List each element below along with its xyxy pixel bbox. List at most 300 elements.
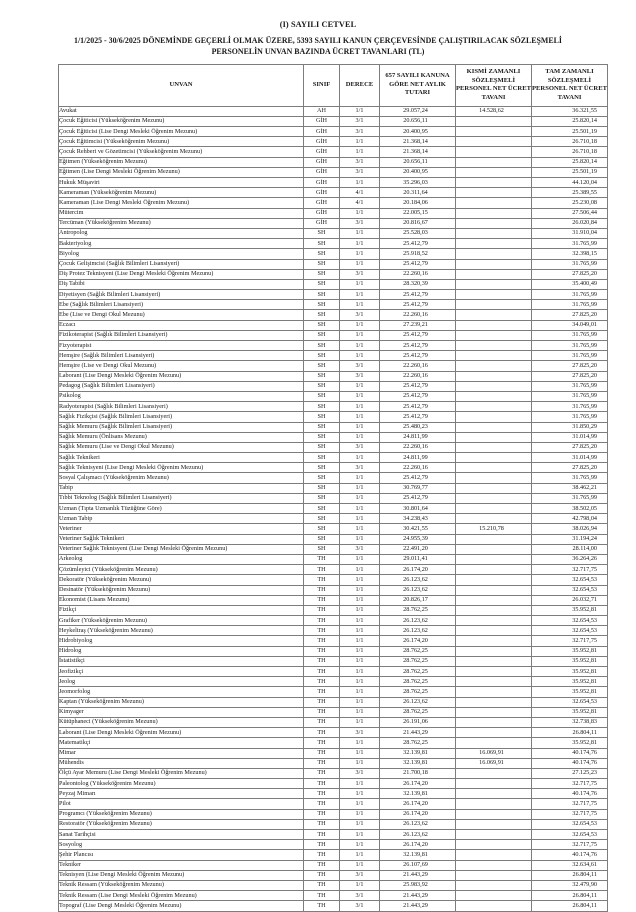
cell-derece: 3/1 — [340, 127, 380, 137]
cell-net-aylik-tutari: 22.260,16 — [380, 269, 456, 279]
table-row — [59, 605, 608, 615]
cell-derece: 1/1 — [340, 575, 380, 585]
cell-unvan: Hukuk Müşaviri — [59, 178, 304, 188]
cell-sinif: SH — [304, 432, 340, 442]
cell-net-aylik-tutari: 26.174,20 — [380, 565, 456, 575]
cell-unvan: Tabip — [59, 483, 304, 493]
cell-unvan: Teknik Ressam (Yükseköğrenim Mezunu) — [59, 880, 304, 890]
cell-net-aylik-tutari: 30.421,55 — [380, 524, 456, 534]
cell-net-aylik-tutari: 28.762,25 — [380, 707, 456, 717]
cell-net-aylik-tutari: 25.412,79 — [380, 300, 456, 310]
table-row — [59, 768, 608, 778]
cell-net-aylik-tutari: 35.296,03 — [380, 178, 456, 188]
cell-net-aylik-tutari: 26.123,62 — [380, 830, 456, 840]
cell-tam-zamanli-ucret-tavani: 35.952,81 — [532, 687, 608, 697]
cell-tam-zamanli-ucret-tavani: 32.717,75 — [532, 809, 608, 819]
cell-derece: 1/1 — [340, 636, 380, 646]
table-row — [59, 524, 608, 534]
cell-net-aylik-tutari: 21.443,29 — [380, 728, 456, 738]
cell-net-aylik-tutari: 25.412,79 — [380, 412, 456, 422]
cell-derece: 3/1 — [340, 167, 380, 177]
cell-kismi-zamanli-ucret-tavani — [456, 707, 532, 717]
table-row — [59, 565, 608, 575]
cell-tam-zamanli-ucret-tavani: 25.501,19 — [532, 167, 608, 177]
cell-kismi-zamanli-ucret-tavani — [456, 412, 532, 422]
cell-sinif: TH — [304, 554, 340, 564]
cell-tam-zamanli-ucret-tavani: 36.264,26 — [532, 554, 608, 564]
cell-derece: 1/1 — [340, 850, 380, 860]
cell-derece: 1/1 — [340, 208, 380, 218]
cell-kismi-zamanli-ucret-tavani — [456, 178, 532, 188]
cell-derece: 1/1 — [340, 147, 380, 157]
cell-kismi-zamanli-ucret-tavani — [456, 534, 532, 544]
cell-tam-zamanli-ucret-tavani: 25.501,19 — [532, 127, 608, 137]
cell-unvan: Radyoterapist (Sağlık Bilimleri Lisansiyeri) — [59, 402, 304, 412]
cell-kismi-zamanli-ucret-tavani — [456, 544, 532, 554]
cell-net-aylik-tutari: 25.983,92 — [380, 880, 456, 890]
cell-tam-zamanli-ucret-tavani: 31.014,99 — [532, 453, 608, 463]
cell-tam-zamanli-ucret-tavani: 44.120,04 — [532, 178, 608, 188]
page-title: (I) SAYILI CETVEL — [279, 20, 357, 29]
cell-kismi-zamanli-ucret-tavani — [456, 188, 532, 198]
cell-unvan: Çocuk Eğitimcisi (Yükseköğrenim Mezunu) — [59, 137, 304, 147]
cell-net-aylik-tutari: 21.368,14 — [380, 137, 456, 147]
cell-unvan: Paleontolog (Yükseköğrenim Mezunu) — [59, 779, 304, 789]
cell-tam-zamanli-ucret-tavani: 31.765,99 — [532, 300, 608, 310]
cell-sinif: SH — [304, 402, 340, 412]
cell-kismi-zamanli-ucret-tavani — [456, 442, 532, 452]
cell-kismi-zamanli-ucret-tavani — [456, 799, 532, 809]
cell-sinif: SH — [304, 381, 340, 391]
cell-kismi-zamanli-ucret-tavani — [456, 605, 532, 615]
cell-derece: 1/1 — [340, 391, 380, 401]
cell-derece: 3/1 — [340, 116, 380, 126]
cell-derece: 3/1 — [340, 901, 380, 911]
table-row — [59, 269, 608, 279]
cell-net-aylik-tutari: 21.368,14 — [380, 147, 456, 157]
cell-net-aylik-tutari: 25.918,52 — [380, 249, 456, 259]
cell-net-aylik-tutari: 29.057,24 — [380, 106, 456, 116]
cell-kismi-zamanli-ucret-tavani — [456, 840, 532, 850]
cell-sinif: GİH — [304, 198, 340, 208]
cell-sinif: TH — [304, 738, 340, 748]
cell-unvan: Topograf (Lise Dengi Mesleki Öğrenim Mezunu) — [59, 901, 304, 911]
cell-unvan: Sanat Tarihçisi — [59, 830, 304, 840]
cell-sinif: TH — [304, 595, 340, 605]
cell-sinif: TH — [304, 697, 340, 707]
table-row — [59, 442, 608, 452]
cell-sinif: GİH — [304, 208, 340, 218]
table-row — [59, 290, 608, 300]
cell-sinif: GİH — [304, 116, 340, 126]
cell-tam-zamanli-ucret-tavani: 27.506,44 — [532, 208, 608, 218]
cell-tam-zamanli-ucret-tavani: 34.049,01 — [532, 320, 608, 330]
cell-kismi-zamanli-ucret-tavani — [456, 768, 532, 778]
cell-sinif: SH — [304, 259, 340, 269]
cell-unvan: Mimar — [59, 748, 304, 758]
cell-sinif: TH — [304, 605, 340, 615]
cell-tam-zamanli-ucret-tavani: 27.825,20 — [532, 361, 608, 371]
table-row — [59, 330, 608, 340]
cell-kismi-zamanli-ucret-tavani — [456, 198, 532, 208]
cell-unvan: Çözümleyici (Yükseköğrenim Mezunu) — [59, 565, 304, 575]
cell-tam-zamanli-ucret-tavani: 31.765,99 — [532, 412, 608, 422]
cell-net-aylik-tutari: 25.412,79 — [380, 391, 456, 401]
cell-sinif: TH — [304, 667, 340, 677]
table-row — [59, 147, 608, 157]
cell-derece: 1/1 — [340, 707, 380, 717]
cell-sinif: TH — [304, 748, 340, 758]
cell-unvan: Desinatör (Yükseköğrenim Mezunu) — [59, 585, 304, 595]
cell-sinif: TH — [304, 758, 340, 768]
cell-kismi-zamanli-ucret-tavani — [456, 677, 532, 687]
cell-unvan: Eğitmen (Lise Dengi Mesleki Öğrenim Mezunu) — [59, 167, 304, 177]
cell-tam-zamanli-ucret-tavani: 26.804,11 — [532, 901, 608, 911]
cell-tam-zamanli-ucret-tavani: 35.952,81 — [532, 646, 608, 656]
cell-derece: 1/1 — [340, 830, 380, 840]
cell-kismi-zamanli-ucret-tavani — [456, 636, 532, 646]
cell-kismi-zamanli-ucret-tavani — [456, 554, 532, 564]
cell-sinif: TH — [304, 616, 340, 626]
cell-kismi-zamanli-ucret-tavani — [456, 789, 532, 799]
column-header-net-aylik-tutari: 657 SAYILI KANUNA GÖRE NET AYLIK TUTARI — [380, 64, 456, 106]
cell-derece: 1/1 — [340, 453, 380, 463]
page-subtitle: 1/1/2025 - 30/6/2025 DÖNEMİNDE GEÇERLİ OLMAK ÜZERE, 5393 SAYILI KANUN ÇERÇEVESİNDE ÇALIŞTIRILACAK SÖZLEŞMELİ PERSONELİN UNVAN BAZINDA ÜCRET TAVANLARI (TL) — [74, 36, 562, 57]
cell-kismi-zamanli-ucret-tavani — [456, 391, 532, 401]
cell-unvan: İstatistikçi — [59, 656, 304, 666]
cell-net-aylik-tutari: 30.801,64 — [380, 504, 456, 514]
cell-sinif: GİH — [304, 178, 340, 188]
cell-derece: 1/1 — [340, 514, 380, 524]
cell-kismi-zamanli-ucret-tavani — [456, 717, 532, 727]
table-row — [59, 830, 608, 840]
cell-net-aylik-tutari: 24.811,99 — [380, 432, 456, 442]
cell-unvan: Çocuk Eğiticisi (Yükseköğrenim Mezunu) — [59, 116, 304, 126]
cell-unvan: Veteriner Sağlık Teknikeri — [59, 534, 304, 544]
cell-kismi-zamanli-ucret-tavani — [456, 290, 532, 300]
table-row — [59, 646, 608, 656]
cell-unvan: Veteriner Sağlık Teknisyeni (Lise Dengi Mesleki Öğrenim Mezunu) — [59, 544, 304, 554]
cell-sinif: SH — [304, 544, 340, 554]
cell-net-aylik-tutari: 26.174,20 — [380, 799, 456, 809]
cell-net-aylik-tutari: 28.762,25 — [380, 738, 456, 748]
cell-sinif: TH — [304, 677, 340, 687]
cell-unvan: Bakteriyolog — [59, 239, 304, 249]
cell-tam-zamanli-ucret-tavani: 31.765,99 — [532, 341, 608, 351]
cell-kismi-zamanli-ucret-tavani — [456, 381, 532, 391]
cell-unvan: Hidrobiyolog — [59, 636, 304, 646]
cell-tam-zamanli-ucret-tavani: 32.717,75 — [532, 779, 608, 789]
cell-derece: 1/1 — [340, 330, 380, 340]
table-row — [59, 106, 608, 116]
cell-kismi-zamanli-ucret-tavani — [456, 595, 532, 605]
cell-tam-zamanli-ucret-tavani: 35.952,81 — [532, 667, 608, 677]
cell-unvan: Çocuk Gelişimcisi (Sağlık Bilimleri Lisansiyeri) — [59, 259, 304, 269]
cell-sinif: GİH — [304, 127, 340, 137]
cell-unvan: Tıbbi Teknolog (Sağlık Bilimleri Lisansiyeri) — [59, 493, 304, 503]
cell-tam-zamanli-ucret-tavani: 31.194,24 — [532, 534, 608, 544]
cell-sinif: TH — [304, 646, 340, 656]
cell-net-aylik-tutari: 24.955,39 — [380, 534, 456, 544]
cell-unvan: Tekniker — [59, 860, 304, 870]
cell-unvan: Arkeolog — [59, 554, 304, 564]
cell-sinif: SH — [304, 493, 340, 503]
cell-sinif: SH — [304, 351, 340, 361]
table-row — [59, 789, 608, 799]
cell-kismi-zamanli-ucret-tavani — [456, 116, 532, 126]
cell-net-aylik-tutari: 32.139,81 — [380, 850, 456, 860]
cell-kismi-zamanli-ucret-tavani — [456, 320, 532, 330]
column-header-sinif: SINIF — [304, 64, 340, 106]
cell-sinif: SH — [304, 422, 340, 432]
cell-unvan: Teknisyen (Lise Dengi Mesleki Öğrenim Mezunu) — [59, 870, 304, 880]
cell-tam-zamanli-ucret-tavani: 27.825,20 — [532, 269, 608, 279]
cell-sinif: TH — [304, 789, 340, 799]
column-header-unvan: UNVAN — [59, 64, 304, 106]
cell-kismi-zamanli-ucret-tavani — [456, 819, 532, 829]
cell-kismi-zamanli-ucret-tavani — [456, 157, 532, 167]
cell-derece: 3/1 — [340, 891, 380, 901]
cell-tam-zamanli-ucret-tavani: 32.717,75 — [532, 636, 608, 646]
cell-tam-zamanli-ucret-tavani: 40.174,76 — [532, 758, 608, 768]
cell-unvan: Fizikçi — [59, 605, 304, 615]
cell-tam-zamanli-ucret-tavani: 32.654,53 — [532, 585, 608, 595]
cell-sinif: TH — [304, 819, 340, 829]
cell-derece: 1/1 — [340, 504, 380, 514]
cell-derece: 1/1 — [340, 239, 380, 249]
cell-derece: 3/1 — [340, 310, 380, 320]
table-row — [59, 504, 608, 514]
cell-derece: 1/1 — [340, 290, 380, 300]
cell-kismi-zamanli-ucret-tavani — [456, 167, 532, 177]
cell-derece: 1/1 — [340, 595, 380, 605]
cell-tam-zamanli-ucret-tavani: 40.174,76 — [532, 748, 608, 758]
cell-derece: 3/1 — [340, 768, 380, 778]
cell-unvan: Teknik Ressam (Lise Dengi Mesleki Öğrenim Mezunu) — [59, 891, 304, 901]
cell-net-aylik-tutari: 26.174,20 — [380, 840, 456, 850]
cell-derece: 1/1 — [340, 565, 380, 575]
cell-unvan: Kameraman (Lise Dengi Mesleki Öğrenim Mezunu) — [59, 198, 304, 208]
cell-tam-zamanli-ucret-tavani: 31.765,99 — [532, 391, 608, 401]
cell-sinif: SH — [304, 412, 340, 422]
cell-tam-zamanli-ucret-tavani: 32.634,61 — [532, 860, 608, 870]
cell-net-aylik-tutari: 26.174,20 — [380, 779, 456, 789]
table-row — [59, 738, 608, 748]
cell-tam-zamanli-ucret-tavani: 32.479,90 — [532, 880, 608, 890]
cell-tam-zamanli-ucret-tavani: 35.952,81 — [532, 656, 608, 666]
cell-sinif: TH — [304, 870, 340, 880]
cell-kismi-zamanli-ucret-tavani: 15.210,78 — [456, 524, 532, 534]
cell-kismi-zamanli-ucret-tavani — [456, 667, 532, 677]
cell-net-aylik-tutari: 21.443,29 — [380, 891, 456, 901]
table-header-row — [59, 64, 608, 106]
cell-derece: 1/1 — [340, 402, 380, 412]
table-row — [59, 453, 608, 463]
table-row — [59, 636, 608, 646]
column-header-tam-zamanli-ucret-tavani: TAM ZAMANLI SÖZLEŞMELİ PERSONEL NET ÜCRET TAVANI — [532, 64, 608, 106]
cell-sinif: TH — [304, 768, 340, 778]
cell-kismi-zamanli-ucret-tavani — [456, 218, 532, 228]
cell-tam-zamanli-ucret-tavani: 26.710,18 — [532, 147, 608, 157]
cell-derece: 1/1 — [340, 880, 380, 890]
cell-net-aylik-tutari: 26.123,62 — [380, 697, 456, 707]
cell-derece: 1/1 — [340, 809, 380, 819]
cell-tam-zamanli-ucret-tavani: 31.014,99 — [532, 432, 608, 442]
cell-derece: 1/1 — [340, 412, 380, 422]
table-row — [59, 656, 608, 666]
cell-tam-zamanli-ucret-tavani: 28.114,00 — [532, 544, 608, 554]
cell-tam-zamanli-ucret-tavani: 32.717,75 — [532, 799, 608, 809]
table-row — [59, 799, 608, 809]
cell-tam-zamanli-ucret-tavani: 31.765,99 — [532, 290, 608, 300]
cell-unvan: Psikolog — [59, 391, 304, 401]
cell-tam-zamanli-ucret-tavani: 32.398,15 — [532, 249, 608, 259]
cell-net-aylik-tutari: 20.311,64 — [380, 188, 456, 198]
cell-sinif: GİH — [304, 188, 340, 198]
cell-sinif: TH — [304, 636, 340, 646]
cell-net-aylik-tutari: 25.412,79 — [380, 239, 456, 249]
cell-sinif: SH — [304, 504, 340, 514]
cell-unvan: Hidrolog — [59, 646, 304, 656]
cell-derece: 1/1 — [340, 717, 380, 727]
cell-sinif: SH — [304, 524, 340, 534]
cell-tam-zamanli-ucret-tavani: 32.717,75 — [532, 840, 608, 850]
cell-net-aylik-tutari: 28.762,25 — [380, 687, 456, 697]
cell-kismi-zamanli-ucret-tavani — [456, 870, 532, 880]
table-row — [59, 371, 608, 381]
table-body — [59, 106, 608, 911]
cell-sinif: GİH — [304, 157, 340, 167]
cell-unvan: Restoratör (Yükseköğrenim Mezunu) — [59, 819, 304, 829]
cell-kismi-zamanli-ucret-tavani: 16.069,91 — [456, 758, 532, 768]
cell-unvan: Uzman Tabip — [59, 514, 304, 524]
cell-kismi-zamanli-ucret-tavani — [456, 575, 532, 585]
cell-unvan: Eğitmen (Yükseköğrenim Mezunu) — [59, 157, 304, 167]
table-row — [59, 279, 608, 289]
cell-kismi-zamanli-ucret-tavani — [456, 147, 532, 157]
cell-derece: 1/1 — [340, 819, 380, 829]
cell-sinif: TH — [304, 830, 340, 840]
table-row — [59, 310, 608, 320]
cell-net-aylik-tutari: 22.260,16 — [380, 310, 456, 320]
cell-net-aylik-tutari: 26.123,62 — [380, 819, 456, 829]
cell-kismi-zamanli-ucret-tavani — [456, 371, 532, 381]
cell-tam-zamanli-ucret-tavani: 31.765,99 — [532, 239, 608, 249]
cell-tam-zamanli-ucret-tavani: 40.174,76 — [532, 789, 608, 799]
cell-tam-zamanli-ucret-tavani: 27.825,20 — [532, 371, 608, 381]
cell-sinif: SH — [304, 320, 340, 330]
table-row — [59, 554, 608, 564]
table-row — [59, 300, 608, 310]
cell-net-aylik-tutari: 28.762,25 — [380, 667, 456, 677]
cell-net-aylik-tutari: 28.320,39 — [380, 279, 456, 289]
cell-unvan: Pedagog (Sağlık Bilimleri Lisansiyeri) — [59, 381, 304, 391]
cell-sinif: TH — [304, 799, 340, 809]
cell-kismi-zamanli-ucret-tavani — [456, 565, 532, 575]
cell-tam-zamanli-ucret-tavani: 38.502,05 — [532, 504, 608, 514]
cell-unvan: Çocuk Rehberi ve Gözetimcisi (Yükseköğrenim Mezunu) — [59, 147, 304, 157]
cell-net-aylik-tutari: 20.184,06 — [380, 198, 456, 208]
cell-kismi-zamanli-ucret-tavani — [456, 402, 532, 412]
cell-kismi-zamanli-ucret-tavani — [456, 656, 532, 666]
table-row — [59, 687, 608, 697]
table-header — [59, 64, 608, 106]
table-row — [59, 483, 608, 493]
cell-unvan: Sağlık Teknisyeni (Lise Dengi Mesleki Öğrenim Mezunu) — [59, 463, 304, 473]
cell-unvan: Peyzaj Mimarı — [59, 789, 304, 799]
cell-net-aylik-tutari: 25.412,79 — [380, 381, 456, 391]
cell-net-aylik-tutari: 26.123,62 — [380, 616, 456, 626]
table-row — [59, 626, 608, 636]
table-row — [59, 717, 608, 727]
cell-derece: 1/1 — [340, 178, 380, 188]
cell-unvan: Kameraman (Yükseköğrenim Mezunu) — [59, 188, 304, 198]
cell-sinif: SH — [304, 341, 340, 351]
cell-net-aylik-tutari: 26.174,20 — [380, 809, 456, 819]
cell-net-aylik-tutari: 22.005,15 — [380, 208, 456, 218]
cell-unvan: Veteriner — [59, 524, 304, 534]
cell-sinif: SH — [304, 442, 340, 452]
table-row — [59, 463, 608, 473]
cell-unvan: Pilot — [59, 799, 304, 809]
cell-net-aylik-tutari: 34.238,43 — [380, 514, 456, 524]
cell-sinif: TH — [304, 840, 340, 850]
cell-derece: 1/1 — [340, 320, 380, 330]
cell-derece: 1/1 — [340, 249, 380, 259]
table-row — [59, 198, 608, 208]
cell-derece: 3/1 — [340, 463, 380, 473]
table-row — [59, 351, 608, 361]
cell-net-aylik-tutari: 25.480,23 — [380, 422, 456, 432]
cell-sinif: TH — [304, 860, 340, 870]
cell-sinif: TH — [304, 585, 340, 595]
cell-sinif: TH — [304, 728, 340, 738]
cell-derece: 1/1 — [340, 667, 380, 677]
cell-kismi-zamanli-ucret-tavani — [456, 779, 532, 789]
cell-kismi-zamanli-ucret-tavani — [456, 127, 532, 137]
table-row — [59, 381, 608, 391]
cell-kismi-zamanli-ucret-tavani — [456, 850, 532, 860]
cell-derece: 1/1 — [340, 341, 380, 351]
cell-derece: 1/1 — [340, 554, 380, 564]
cell-unvan: Fizyoterapist — [59, 341, 304, 351]
cell-derece: 1/1 — [340, 493, 380, 503]
cell-net-aylik-tutari: 22.491,20 — [380, 544, 456, 554]
cell-sinif: TH — [304, 779, 340, 789]
cell-kismi-zamanli-ucret-tavani — [456, 483, 532, 493]
cell-sinif: SH — [304, 483, 340, 493]
table-row — [59, 880, 608, 890]
table-row — [59, 870, 608, 880]
cell-derece: 1/1 — [340, 259, 380, 269]
cell-kismi-zamanli-ucret-tavani — [456, 809, 532, 819]
cell-derece: 1/1 — [340, 789, 380, 799]
cell-net-aylik-tutari: 26.123,62 — [380, 626, 456, 636]
table-row — [59, 239, 608, 249]
table-row — [59, 320, 608, 330]
cell-derece: 1/1 — [340, 779, 380, 789]
cell-kismi-zamanli-ucret-tavani — [456, 514, 532, 524]
cell-kismi-zamanli-ucret-tavani — [456, 626, 532, 636]
cell-kismi-zamanli-ucret-tavani — [456, 728, 532, 738]
cell-tam-zamanli-ucret-tavani: 25.820,14 — [532, 116, 608, 126]
cell-sinif: SH — [304, 453, 340, 463]
cell-tam-zamanli-ucret-tavani: 40.174,76 — [532, 850, 608, 860]
cell-sinif: SH — [304, 269, 340, 279]
cell-net-aylik-tutari: 25.412,79 — [380, 402, 456, 412]
cell-kismi-zamanli-ucret-tavani — [456, 453, 532, 463]
cell-derece: 1/1 — [340, 840, 380, 850]
